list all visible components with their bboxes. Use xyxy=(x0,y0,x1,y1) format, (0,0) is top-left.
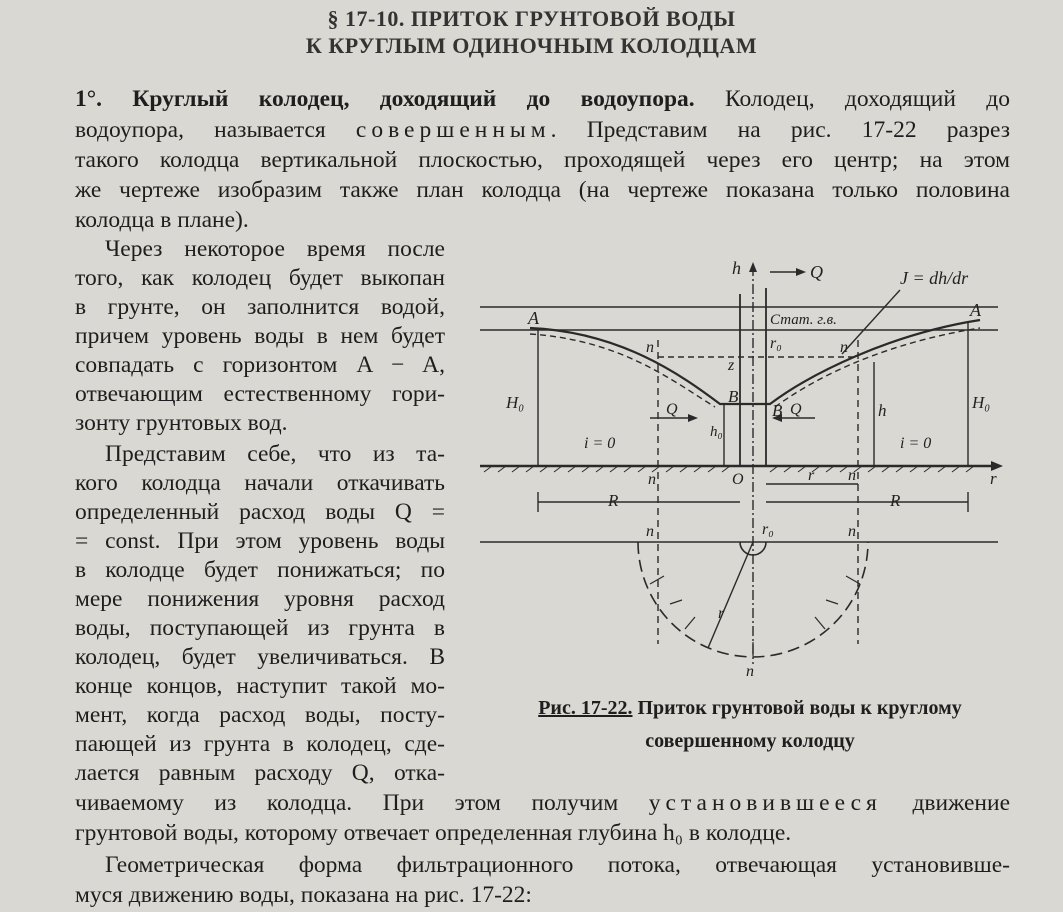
section-title: § 17-10. ПРИТОК ГРУНТОВОЙ ВОДЫ xyxy=(327,6,736,31)
label-n: n xyxy=(848,523,856,540)
para3-end-line1 xyxy=(75,788,1010,818)
arrow-right-icon xyxy=(796,268,806,276)
label-b-right: B xyxy=(772,401,783,420)
label-z: z xyxy=(728,357,735,374)
label-q-left: Q xyxy=(666,401,678,418)
caption-text: Приток грунтовой воды к круглому xyxy=(637,697,962,719)
label-slope-right: i = 0 xyxy=(900,435,932,452)
text-run: чиваемому из колодца. При этом получим xyxy=(75,790,619,816)
label-r0-top: r₀ xyxy=(770,335,782,352)
label-origin: O xyxy=(732,471,744,488)
label-h0-left: H₀ xyxy=(506,393,525,412)
para2-line: того, как колодец будет выкопан xyxy=(75,265,445,291)
well-diagram xyxy=(470,244,1030,684)
section-subtitle: К КРУГЛЫМ ОДИНОЧНЫМ КОЛОДЦАМ xyxy=(305,33,758,58)
para3-line: мере понижения уровня расход xyxy=(75,586,445,612)
radial-ticks xyxy=(650,576,860,656)
text-run: водоупора, называется xyxy=(75,117,326,143)
para1-line5: колодца в плане). xyxy=(75,207,249,233)
label-r-left: R xyxy=(608,491,619,510)
para2-line: причем уровень воды в нем будет xyxy=(75,323,445,349)
label-q-top: Q xyxy=(810,262,823,282)
h-axis-arrow-icon xyxy=(749,262,757,272)
label-n: n xyxy=(646,523,654,540)
label-h0-right: H₀ xyxy=(972,393,991,412)
label-n: n xyxy=(648,471,656,488)
para3-line: в колодце будет понижаться; по xyxy=(75,557,445,583)
label-a-right: A xyxy=(970,300,981,320)
para4-line1: Геометрическая форма фильтрационного потока, отвечающая установивше- xyxy=(105,852,1010,878)
para3-line: конце концов, наступит такой мо- xyxy=(75,673,445,699)
text-run: движение xyxy=(912,790,1011,816)
para3-line: кого колодца начали откачивать xyxy=(75,470,445,496)
label-b-left: B xyxy=(728,387,739,406)
label-r-right: R xyxy=(890,491,901,510)
para3-line: пающей из грунта в колодец, сде- xyxy=(75,731,445,757)
depression-curve xyxy=(530,320,980,404)
label-n: n xyxy=(646,339,654,356)
para4-line2: муся движению воды, показана на рис. 17-22: xyxy=(75,882,532,908)
figure-caption-line2: совершенному колодцу xyxy=(645,730,855,752)
label-h-axis: h xyxy=(732,258,741,278)
para1-line2 xyxy=(75,115,1010,145)
text-run: . Представим на рис. 17-22 разрез xyxy=(550,117,1010,143)
figure-caption-line1 xyxy=(470,697,1030,720)
label-n: n xyxy=(848,467,856,484)
label-q-right: Q xyxy=(790,401,802,418)
label-h0: h₀ xyxy=(710,424,723,440)
label-gradient: J = dh/dr xyxy=(900,268,969,288)
para2-line: отвечающим естественному гори- xyxy=(75,381,445,407)
label-static-level: Стат. г.в. xyxy=(770,312,837,328)
para3-line: = const. При этом уровень воды xyxy=(75,528,445,554)
label-r-dimension: r xyxy=(808,467,815,484)
para-heading: Круглый колодец, доходящий до водоупора. xyxy=(132,86,695,112)
para-number: 1°. xyxy=(75,86,103,112)
label-a-left: A xyxy=(528,308,539,328)
para3-line: лается равным расходу Q, отка- xyxy=(75,760,445,786)
dashed-streamline xyxy=(530,334,715,407)
term-steady: установившееся xyxy=(648,790,882,816)
para2-line: совпадать с горизонтом A − A, xyxy=(75,352,445,378)
label-h-right: h xyxy=(878,401,887,420)
j-leader-line xyxy=(842,290,900,354)
para3-line: мент, когда расход воды, посту- xyxy=(75,702,445,728)
term-complete: совершенным xyxy=(355,117,551,143)
para3-line: Представим себе, что из та- xyxy=(105,441,445,467)
label-n: n xyxy=(840,339,848,356)
label-r0-plan: r₀ xyxy=(762,521,774,538)
label-r-axis: r xyxy=(990,469,997,488)
label-n-bottom: n xyxy=(746,663,754,680)
dashed-streamline xyxy=(775,328,980,407)
para1-line1 xyxy=(75,84,1010,114)
para3-end-line2: грунтовой воды, которому отвечает определенная глубина h₀ в колодце. xyxy=(75,820,792,846)
figure-number: Рис. 17-22. xyxy=(538,697,633,719)
arrow-right-icon xyxy=(688,414,698,422)
para1-line3: такого колодца вертикальной плоскостью, проходящей через его центр; на этом xyxy=(75,147,1010,173)
para1-line4: же чертеже изобразим также план колодца (на чертеже показана только половина xyxy=(75,177,1010,203)
para2-line: зонту грунтовых вод. xyxy=(75,410,288,436)
para3-line: воды, поступающей из грунта в xyxy=(75,615,445,641)
para2-line: Через некоторое время после xyxy=(105,236,445,262)
para1-text: Колодец, доходящий до xyxy=(724,86,1010,112)
para2-line: в грунте, он заполнится водой, xyxy=(75,294,445,320)
para3-line: колодец, будет увеличиваться. В xyxy=(75,644,445,670)
label-slope-left: i = 0 xyxy=(584,435,616,452)
plan-radius xyxy=(708,542,753,648)
label-r-plan: r xyxy=(718,605,725,622)
para3-line: определенный расход воды Q = xyxy=(75,499,445,525)
